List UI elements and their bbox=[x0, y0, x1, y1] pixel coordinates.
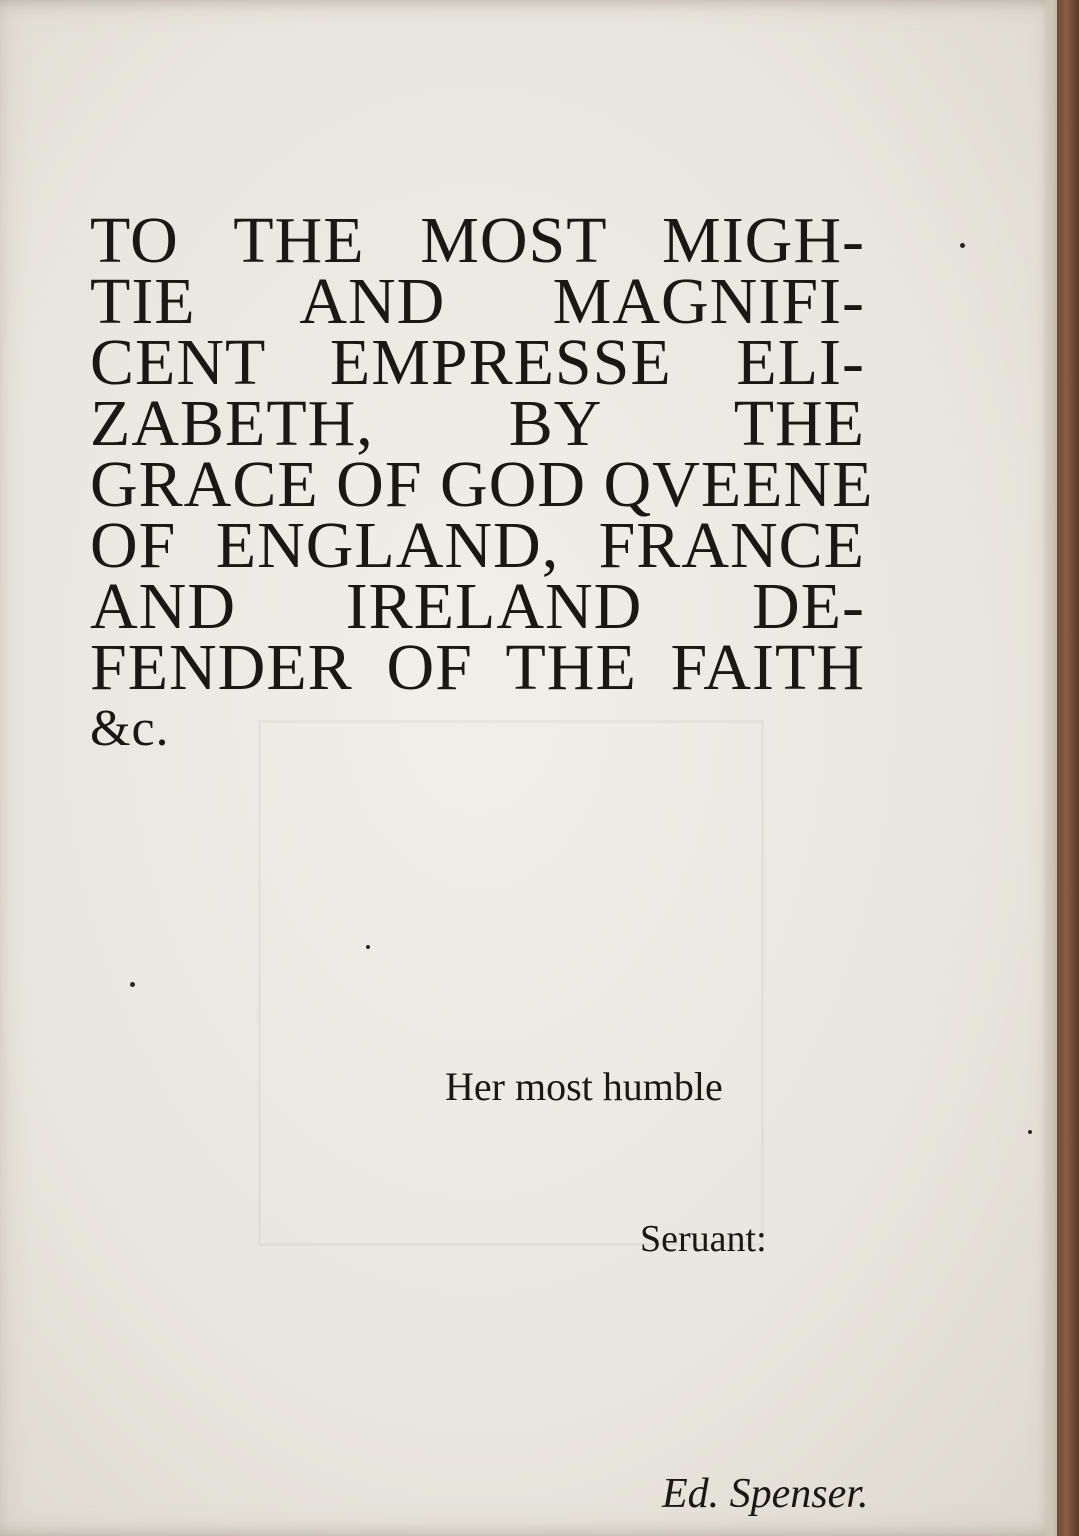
dedication-heading bbox=[90, 204, 874, 759]
dedication-line: OF ENGLAND, FRANCE bbox=[90, 509, 865, 582]
ink-speck bbox=[960, 243, 965, 248]
closing-servant: Seruant: bbox=[640, 1218, 767, 1260]
ink-speck bbox=[366, 945, 370, 949]
dedication-line: ZABETH, BY THE bbox=[90, 387, 865, 460]
dedication-line: AND IRELAND DE- bbox=[90, 570, 865, 643]
dedication-line: GRACE OF GOD QVEENE bbox=[90, 448, 874, 521]
dedication-line: TIE AND MAGNIFI- bbox=[90, 265, 865, 338]
dedication-line: &c. bbox=[90, 700, 170, 757]
dedication-line: CENT EMPRESSE ELI- bbox=[90, 326, 865, 399]
book-binding bbox=[1057, 0, 1079, 1536]
ink-speck bbox=[1028, 1130, 1032, 1134]
show-through-frame bbox=[258, 720, 764, 1246]
dedication-line: TO THE MOST MIGH- bbox=[90, 204, 865, 277]
closing-humble: Her most humble bbox=[445, 1064, 723, 1109]
signature: Ed. Spenser. bbox=[662, 1471, 869, 1517]
ink-speck bbox=[130, 982, 135, 987]
dedication-line: FENDER OF THE FAITH bbox=[90, 631, 865, 704]
